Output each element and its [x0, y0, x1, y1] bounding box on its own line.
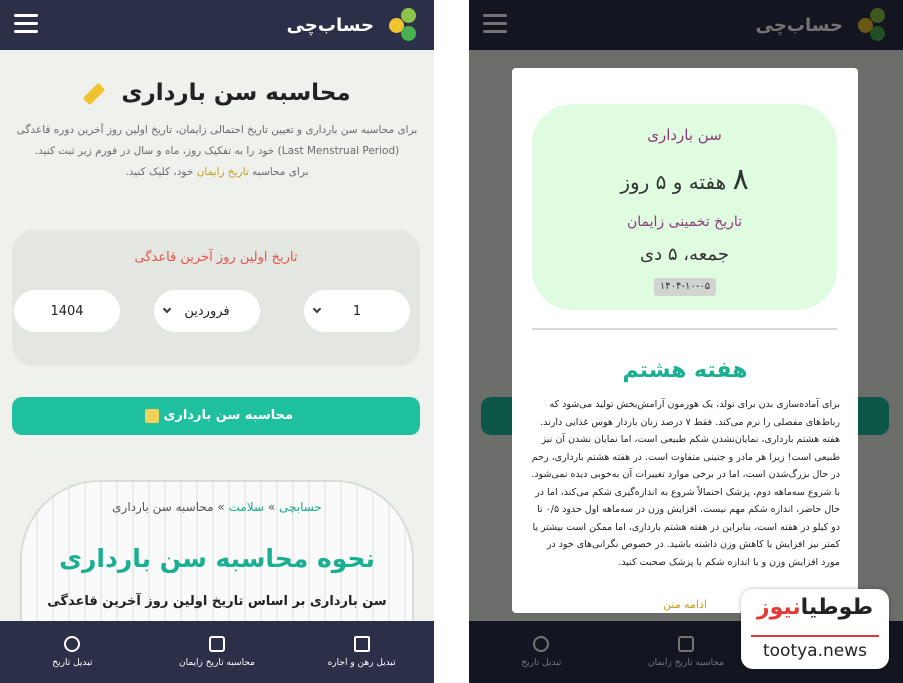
article-title: نحوه محاسبه سن بارداری [59, 544, 375, 573]
breadcrumb [22, 500, 412, 514]
nav-item-date-convert[interactable] [12, 636, 132, 668]
week-description: برای آماده‌سازی بدن برای تولد، یک هورمون آرامش‌بخش تولید می‌شود که رباط‌های مفصلی را نرم می‌کند. فقط ۷ درصد زنان باردار هوس غذایی دارند. هفته هشتم بارداری، نمایان‌نشدن شکم طبیعی است، اما نمایان نشدن آن نیز طبیعی است! زیرا هر مادر و جنینی متفاوت است. در هفته هشتم بارداری، رحم در حال بزرگ‌شدن است، اما در برخی موارد تغییرات آن به‌خوبی دیده نمی‌شود. با شروع سه‌ماهه دوم، پزشک احتمالاً شروع به اندازه‌گیری شکم می‌کند، اما در حال حاضر، اندازه شکم مهم نیست. افزایش وزن در سه‌ماهه اول حدود ۰/۵ تا دو کیلو در هفته است، بنابراین در هفته هشتم بارداری، اما ممکن است بیشتر یا کمتر نیز افزایش یا کاهش وزن داشته باشید. در خصوص نگرانی‌های خود در مورد افزایش وزن و یا اندازه شکم با پزشک صحبت کنید. [531, 399, 840, 568]
nav-item-due-date[interactable] [157, 636, 277, 668]
house-icon [354, 636, 370, 652]
year-input[interactable] [14, 290, 120, 332]
logo-mark-icon [380, 8, 416, 42]
left-screen [0, 0, 434, 683]
page-title [0, 80, 434, 106]
chevron-down-icon [313, 305, 321, 313]
page-title-text: محاسبه سن بارداری [121, 80, 351, 106]
breadcrumb-current: محاسبه سن بارداری [112, 500, 214, 514]
clock-icon [64, 636, 80, 652]
month-value: فروردین [184, 303, 230, 319]
intro-line: (Last Menstrual Period) خود را به تفکیک روز، ماه و سال در فورم زیر ثبت کنید. [34, 145, 400, 157]
nav-label: محاسبه تاریخ زایمان [178, 658, 255, 668]
week-title: هفته هشتم [622, 358, 748, 383]
day-select[interactable] [304, 290, 410, 332]
due-date-link[interactable]: تاریخ زایمان [196, 166, 249, 178]
day-value: 1 [352, 303, 362, 319]
right-screen [469, 0, 903, 683]
calculate-button-label: محاسبه سن بارداری [163, 408, 294, 423]
intro-line [10, 162, 424, 183]
age-value [532, 162, 837, 197]
divider [532, 328, 837, 330]
nav-item-rent[interactable] [302, 636, 422, 668]
bottom-nav [0, 621, 434, 683]
breadcrumb-separator: » [267, 500, 276, 514]
intro-line: برای محاسبه سن بارداری و تعیین تاریخ احتمالی زایمان، تاریخ اولین روز آخرین دوره قاعدگی [16, 124, 418, 136]
logo[interactable] [287, 8, 416, 42]
due-date-label: تاریخ تخمینی زایمان [626, 214, 743, 230]
watermark-brand-part: طوطیا [800, 595, 874, 620]
month-select[interactable] [154, 290, 260, 332]
pencil-icon [83, 82, 106, 105]
chevron-down-icon [163, 305, 171, 313]
intro-text [10, 120, 424, 183]
age-text: هفته و ۵ روز [620, 170, 727, 194]
breadcrumb-separator: » [217, 500, 225, 514]
intro-text-part: برای محاسبه [252, 166, 309, 178]
main-content [0, 50, 434, 683]
age-weeks: ۸ [732, 162, 749, 197]
due-date-value: جمعه، ۵ دی [640, 244, 729, 265]
watermark-url: tootya.news [762, 641, 867, 661]
calculator-icon [145, 409, 159, 423]
result-modal [512, 68, 858, 613]
heart-pulse-icon [209, 636, 225, 652]
result-card [532, 104, 837, 310]
year-value: 1404 [50, 303, 84, 319]
breadcrumb-category[interactable]: سلامت [228, 500, 264, 514]
watermark-brand-part: نیوز [756, 595, 801, 620]
watermark [741, 589, 889, 669]
watermark-brand [741, 595, 889, 620]
form-title: تاریخ اولین روز آخرین قاعدگی [134, 250, 298, 265]
intro-text-part: خود، کلیک کنید. [125, 166, 194, 178]
article-subtitle: سن بارداری بر اساس تاریخ اولین روز آخرین قاعدگی [47, 594, 387, 609]
top-bar [0, 0, 434, 50]
breadcrumb-home[interactable]: حسابچی [278, 500, 322, 514]
due-date-chip: ۱۴۰۴-۱۰-۰۵ [654, 278, 716, 296]
read-more-link[interactable]: ادامه متن [663, 598, 707, 611]
watermark-divider [751, 635, 879, 637]
nav-label: تبدیل رهن و اجاره [327, 658, 396, 668]
age-label: سن بارداری [647, 126, 722, 144]
hamburger-menu-icon[interactable] [14, 14, 38, 34]
date-form [12, 230, 420, 366]
nav-label: تبدیل تاریخ [52, 658, 93, 668]
logo-text: حساب‌چی [286, 14, 374, 36]
calculate-button[interactable] [12, 397, 420, 435]
